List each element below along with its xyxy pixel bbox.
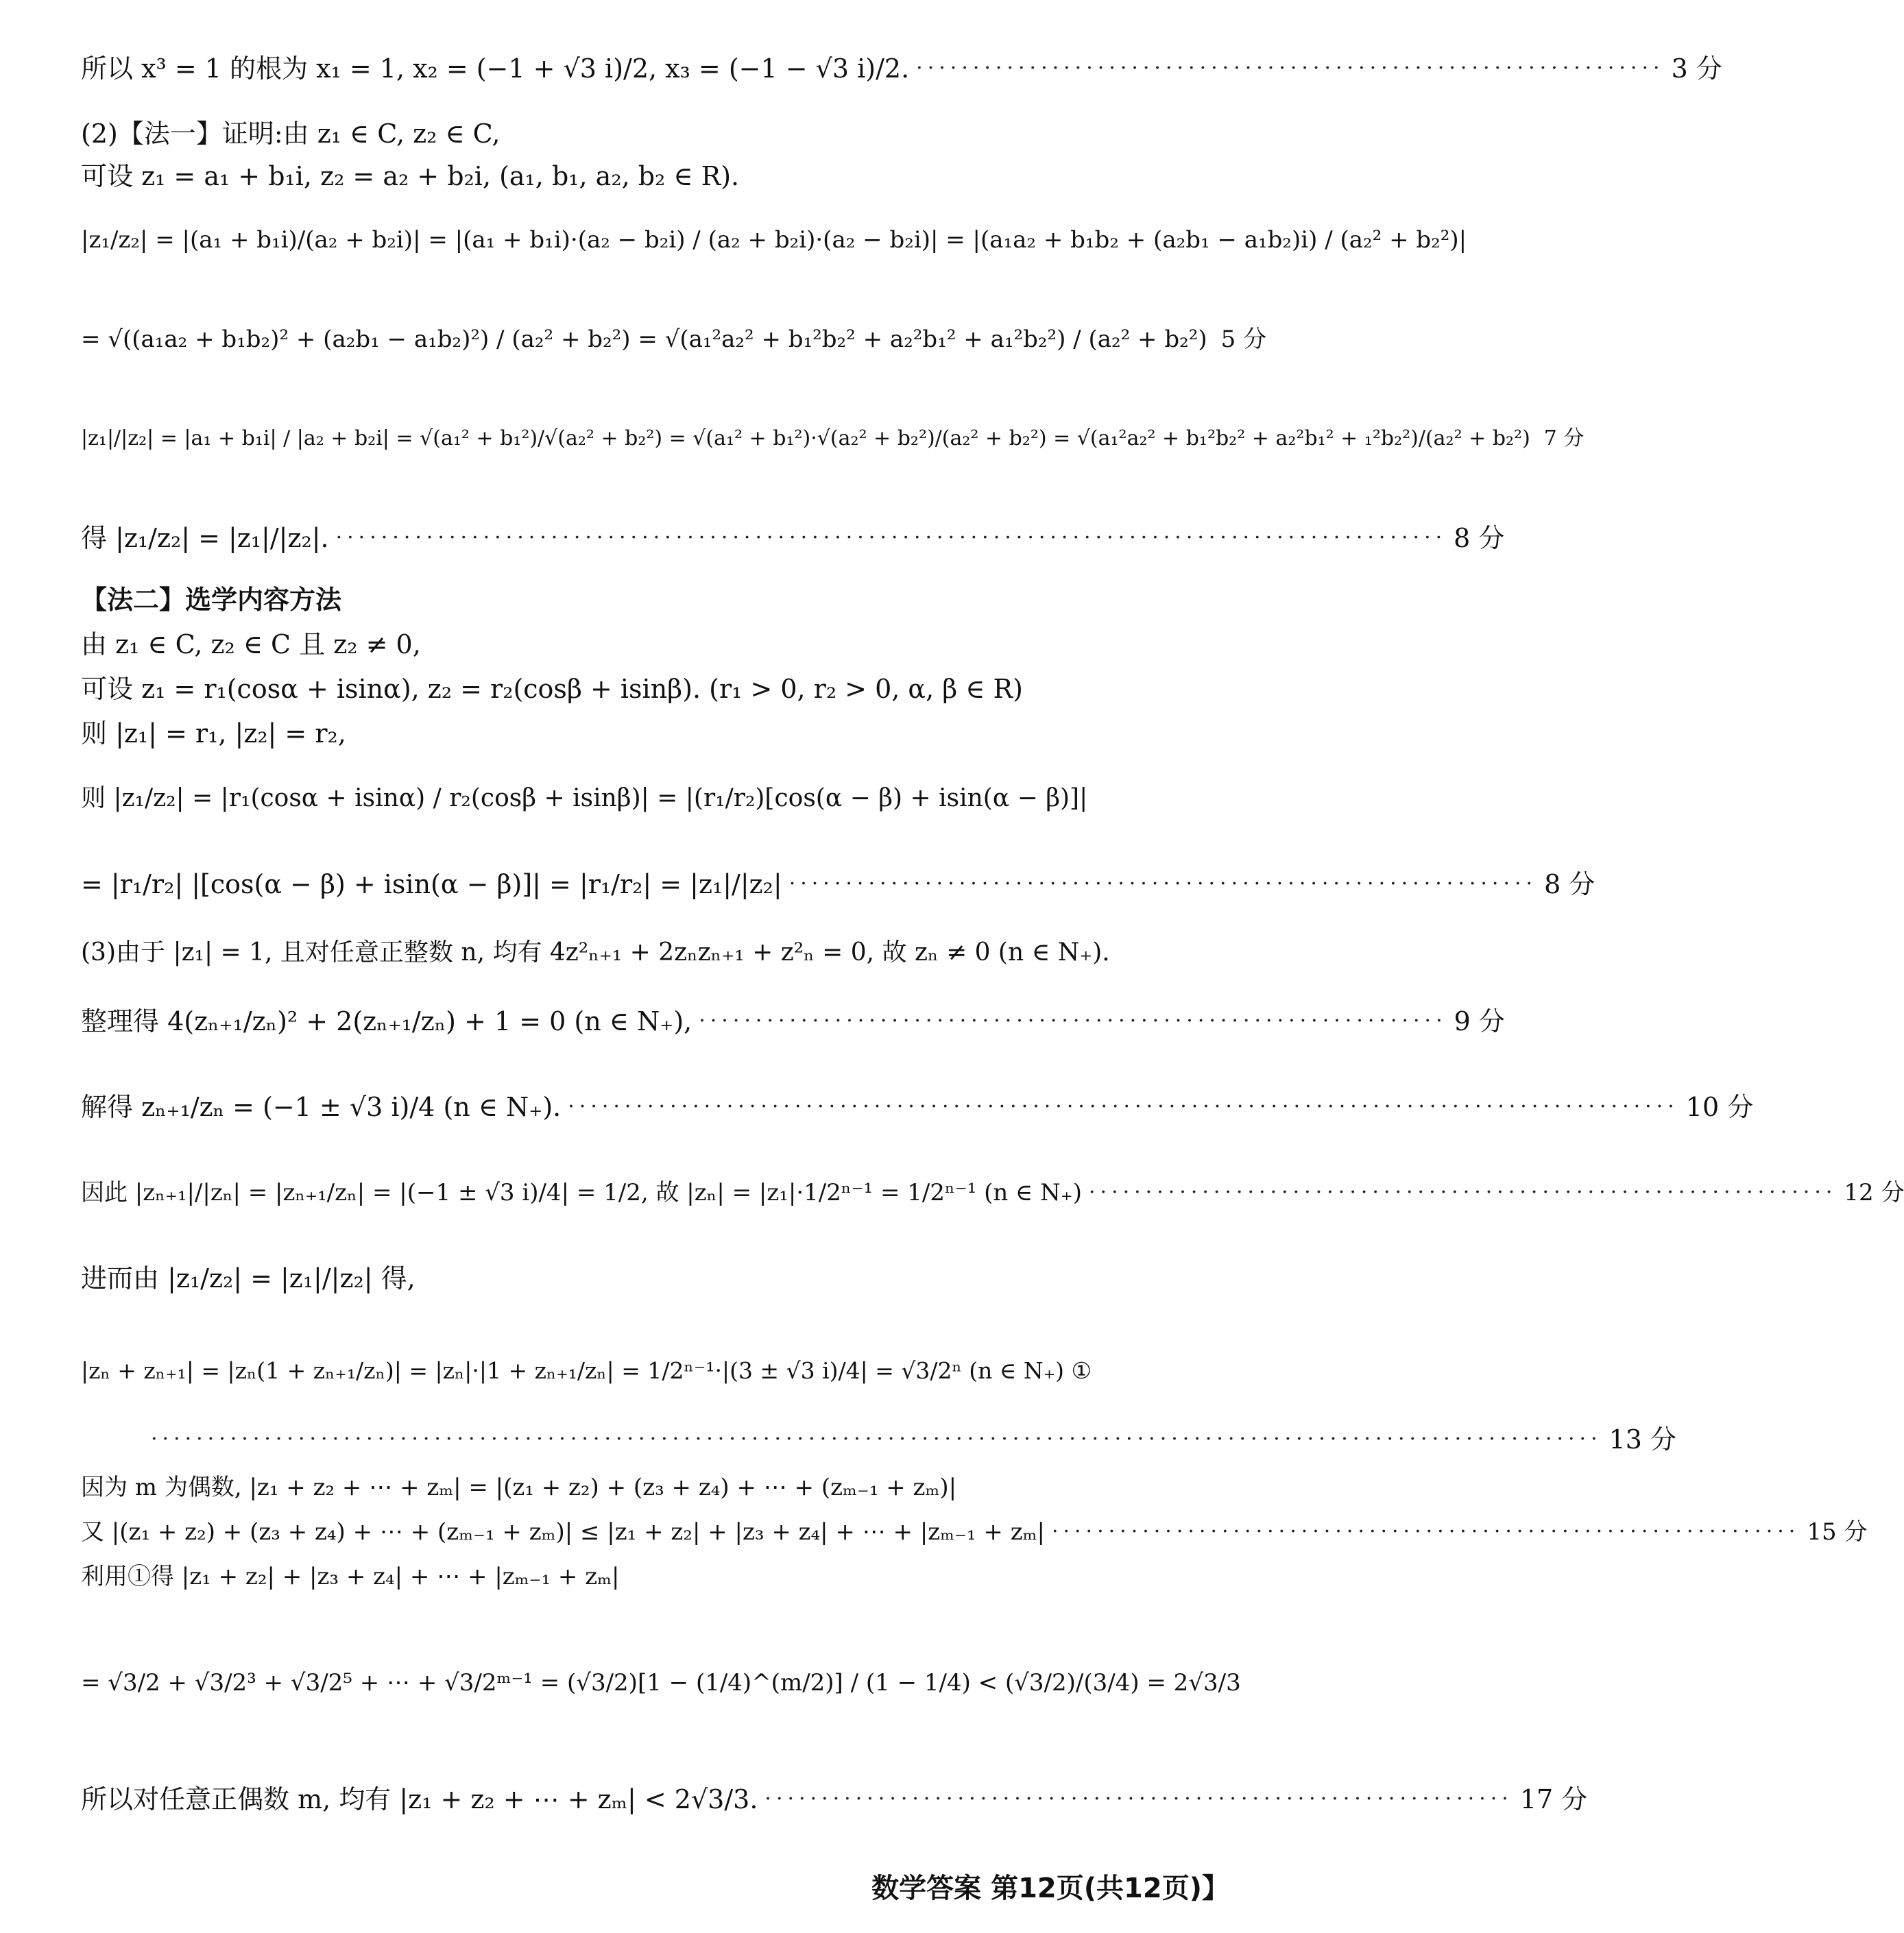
- line-text: = |r₁/r₂| |[cos(α − β) + isin(α − β)]| = |r₁/r₂| = |z₁|/|z₂|: [81, 869, 782, 899]
- solution-line-19: [81, 1354, 1250, 1388]
- line-text: = √((a₁a₂ + b₁b₂)² + (a₂b₁ − a₁b₂)²) / (a₂² + b₂²) = √(a₁²a₂² + b₁²b₂² + a₂²b₁² + a₁²b₂²) / (a₂² + b₂²): [81, 326, 1207, 353]
- solution-line-11: [81, 716, 1250, 751]
- score-label: 8 分: [1544, 869, 1595, 899]
- score-label: 9 分: [1454, 1006, 1505, 1036]
- leader-dots: ··································································: [916, 56, 1665, 80]
- line-text: |z₁|/|z₂| = |a₁ + b₁i| / |a₂ + b₂i| = √(a₁² + b₁²)/√(a₂² + b₂²) = √(a₁² + b₁²)·√(a₂² + b₂²)/(a₂² + b₂²) = √(a₁²a₂² + b₁²b₂² + a₂²b₁² + ₁²b₂²)/(a₂² + b₂²): [81, 426, 1530, 450]
- line-text: 利用①得 |z₁ + z₂| + |z₃ + z₄| + ⋯ + |zₘ₋₁ + zₘ|: [81, 1563, 620, 1590]
- solution-line-8: [81, 583, 1250, 617]
- leader-dots: ··································································: [764, 1787, 1513, 1811]
- solution-line-1: [81, 51, 1722, 86]
- score-label: 3 分: [1671, 53, 1722, 84]
- line-text: 因为 m 为偶数, |z₁ + z₂ + ⋯ + zₘ| = |(z₁ + z₂) + (z₃ + z₄) + ⋯ + (zₘ₋₁ + zₘ)|: [81, 1474, 957, 1501]
- score-label: 12 分: [1844, 1179, 1904, 1206]
- leader-dots: ··································································································: [335, 526, 1447, 550]
- solution-line-14: [81, 936, 1250, 970]
- solution-line-3: [81, 159, 1250, 193]
- solution-line-16: [81, 1090, 1754, 1124]
- score-label: 17 分: [1519, 1784, 1588, 1814]
- line-text: 则 |z₁/z₂| = |r₁(cosα + isinα) / r₂(cosβ + isinβ)| = |(r₁/r₂)[cos(α − β) + isin(α − β)]|: [81, 784, 1088, 812]
- line-text: 因此 |zₙ₊₁|/|zₙ| = |zₙ₊₁/zₙ| = |(−1 ± √3 i)/4| = 1/2, 故 |zₙ| = |z₁|·1/2ⁿ⁻¹ = 1/2ⁿ⁻¹ (n ∈ N₊): [81, 1179, 1082, 1206]
- score-label: 15 分: [1807, 1518, 1868, 1546]
- score-label: 10 分: [1685, 1092, 1754, 1122]
- line-text: 解得 zₙ₊₁/zₙ = (−1 ± √3 i)/4 (n ∈ N₊).: [81, 1092, 562, 1122]
- line-text: (2)【法一】证明:由 z₁ ∈ C, z₂ ∈ C,: [81, 119, 501, 149]
- line-text: 所以 x³ = 1 的根为 x₁ = 1, x₂ = (−1 + √3 i)/2, x₃ = (−1 − √3 i)/2.: [81, 53, 910, 84]
- solution-line-13: [81, 867, 1595, 901]
- solution-line-15: [81, 1004, 1505, 1038]
- page-footer: 数学答案 第12页(共12页)】: [871, 1873, 1229, 1904]
- solution-line-17: [81, 1176, 1904, 1210]
- solution-line-4: [81, 223, 1467, 257]
- line-text: = √3/2 + √3/2³ + √3/2⁵ + ⋯ + √3/2ᵐ⁻¹ = (√3/2)[1 − (1/4)^(m/2)] / (1 − 1/4) < (√3/2)/(3/4) = 2√3/3: [81, 1669, 1241, 1697]
- solution-line-25: [81, 1782, 1588, 1816]
- score-label: 5 分: [1220, 326, 1267, 353]
- solution-line-22: [81, 1515, 1868, 1549]
- solution-line-2: [81, 117, 1250, 151]
- line-text: 所以对任意正偶数 m, 均有 |z₁ + z₂ + ⋯ + zₘ| < 2√3/3.: [81, 1784, 758, 1814]
- line-text: (3)由于 |z₁| = 1, 且对任意正整数 n, 均有 4z²ₙ₊₁ + 2zₙzₙ₊₁ + z²ₙ = 0, 故 zₙ ≠ 0 (n ∈ N₊).: [81, 938, 1110, 966]
- solution-line-24: [81, 1666, 1250, 1700]
- solution-line-12: [81, 781, 1250, 816]
- line-text: 则 |z₁| = r₁, |z₂| = r₂,: [81, 718, 346, 749]
- score-label: 7 分: [1543, 426, 1584, 450]
- line-text: 又 |(z₁ + z₂) + (z₃ + z₄) + ⋯ + (zₘ₋₁ + zₘ)| ≤ |z₁ + z₂| + |z₃ + z₄| + ⋯ + |zₘ₋₁ + zₘ|: [81, 1518, 1045, 1546]
- solution-line-23: [81, 1559, 1250, 1594]
- line-text: 整理得 4(zₙ₊₁/zₙ)² + 2(zₙ₊₁/zₙ) + 1 = 0 (n ∈ N₊),: [81, 1006, 692, 1036]
- leader-dots: ··································································································: [568, 1095, 1679, 1119]
- solution-line-7: [81, 521, 1505, 555]
- leader-dots: ··································································: [1051, 1520, 1800, 1544]
- leader-dots: ································································································································: [151, 1427, 1602, 1451]
- line-text: 可设 z₁ = a₁ + b₁i, z₂ = a₂ + b₂i, (a₁, b₁, a₂, b₂ ∈ R).: [81, 161, 740, 191]
- line-text: |z₁/z₂| = |(a₁ + b₁i)/(a₂ + b₂i)| = |(a₁ + b₁i)·(a₂ − b₂i) / (a₂ + b₂i)·(a₂ − b₂i)| = |(a₁a₂ + b₁b₂ + (a₂b₁ − a₁b₂)i) / (a₂² + b₂²)|: [81, 226, 1467, 254]
- line-text: 由 z₁ ∈ C, z₂ ∈ C 且 z₂ ≠ 0,: [81, 629, 421, 659]
- solution-line-18: [81, 1261, 1250, 1296]
- line-text: |zₙ + zₙ₊₁| = |zₙ(1 + zₙ₊₁/zₙ)| = |zₙ|·|1 + zₙ₊₁/zₙ| = 1/2ⁿ⁻¹·|(3 ± √3 i)/4| = √3/2ⁿ (n ∈ N₊) ①: [81, 1357, 1092, 1384]
- leader-dots: ··································································: [699, 1009, 1447, 1033]
- line-text: 【法二】选学内容方法: [81, 584, 342, 615]
- leader-dots: ··································································: [1089, 1180, 1837, 1204]
- solution-line-10: [81, 672, 1250, 706]
- solution-line-9: [81, 627, 1250, 661]
- score-label: 8 分: [1454, 523, 1505, 553]
- solution-line-6: [81, 422, 1584, 456]
- line-text: 可设 z₁ = r₁(cosα + isinα), z₂ = r₂(cosβ + isinβ). (r₁ > 0, r₂ > 0, α, β ∈ R): [81, 674, 1023, 704]
- solution-line-5: [81, 322, 1267, 356]
- solution-line-21: [81, 1470, 1250, 1505]
- line-text: 进而由 |z₁/z₂| = |z₁|/|z₂| 得,: [81, 1263, 415, 1293]
- line-text: 得 |z₁/z₂| = |z₁|/|z₂|.: [81, 523, 329, 553]
- leader-dots: ··································································: [788, 872, 1538, 896]
- solution-line-20: [144, 1422, 1677, 1457]
- score-label: 13 分: [1608, 1424, 1677, 1455]
